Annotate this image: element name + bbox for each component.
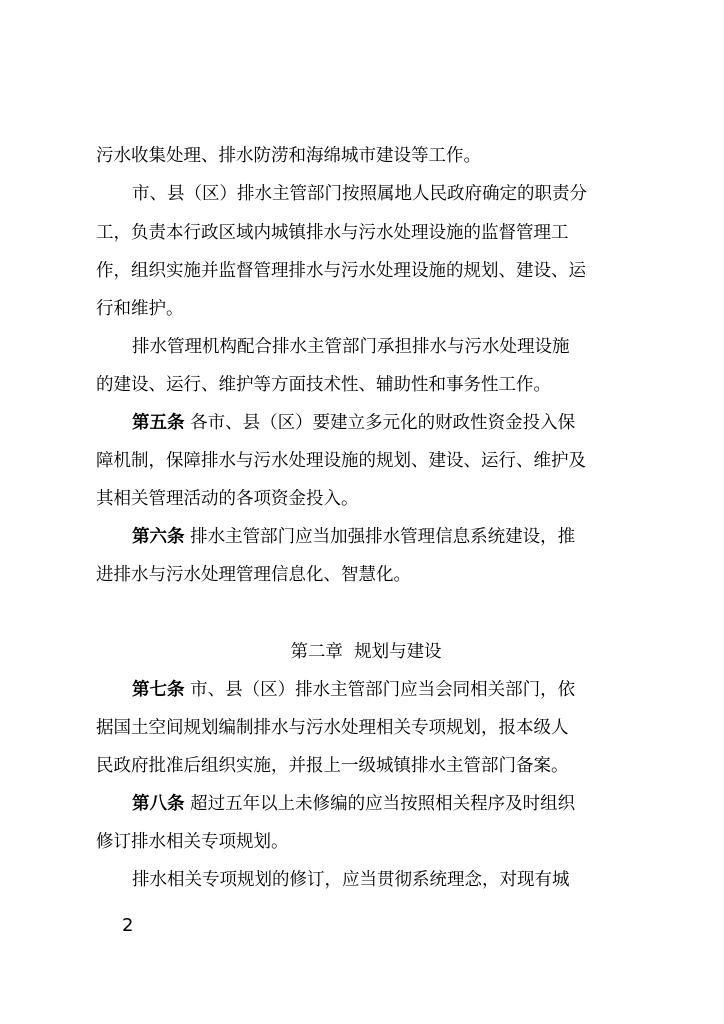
article-7-line xyxy=(132,679,636,701)
text-line: 进排水与污水处理管理信息化、智慧化。 xyxy=(96,565,411,585)
text-line: 据国土空间规划编制排水与污水处理相关专项规划，报本级人 xyxy=(96,718,569,738)
text-line: 其相关管理活动的各项资金投入。 xyxy=(96,489,359,509)
text-line: 作，组织实施并监督管理排水与污水处理设施的规划、建设、运 xyxy=(96,261,586,281)
article-6-label: 第六条 xyxy=(132,527,185,547)
article-5-line xyxy=(132,412,636,434)
text-line: 工，负责本行政区域内城镇排水与污水处理设施的监督管理工 xyxy=(96,223,569,243)
article-6-line xyxy=(132,526,636,548)
article-8-text: 超过五年以上未修编的应当按照相关程序及时组织 xyxy=(190,794,576,814)
article-7-label: 第七条 xyxy=(132,680,185,700)
text-line: 民政府批准后组织实施，并报上一级城镇排水主管部门备案。 xyxy=(96,756,569,776)
text-line: 的建设、运行、维护等方面技术性、辅助性和事务性工作。 xyxy=(96,375,551,395)
article-5-text: 各市、县（区）要建立多元化的财政性资金投入保 xyxy=(190,413,576,433)
text-line: 污水收集处理、排水防涝和海绵城市建设等工作。 xyxy=(96,146,481,166)
text-line: 排水管理机构配合排水主管部门承担排水与污水处理设施 xyxy=(132,337,570,357)
chapter-heading: 第二章 规划与建设 xyxy=(290,642,442,662)
text-line: 修订排水相关专项规划。 xyxy=(96,832,289,852)
article-7-text: 市、县（区）排水主管部门应当会同相关部门，依 xyxy=(190,680,576,700)
article-6-text: 排水主管部门应当加强排水管理信息系统建设，推 xyxy=(190,527,576,547)
text-line: 障机制，保障排水与污水处理设施的规划、建设、运行、维护及 xyxy=(96,451,586,471)
text-line: 排水相关专项规划的修订，应当贯彻系统理念，对现有城 xyxy=(132,870,570,890)
text-line: 行和维护。 xyxy=(96,299,184,319)
article-5-label: 第五条 xyxy=(132,413,185,433)
page-number: 2 xyxy=(122,915,134,936)
article-8-line xyxy=(132,793,636,815)
article-8-label: 第八条 xyxy=(132,794,185,814)
text-line: 市、县（区）排水主管部门按照属地人民政府确定的职责分 xyxy=(132,184,587,204)
